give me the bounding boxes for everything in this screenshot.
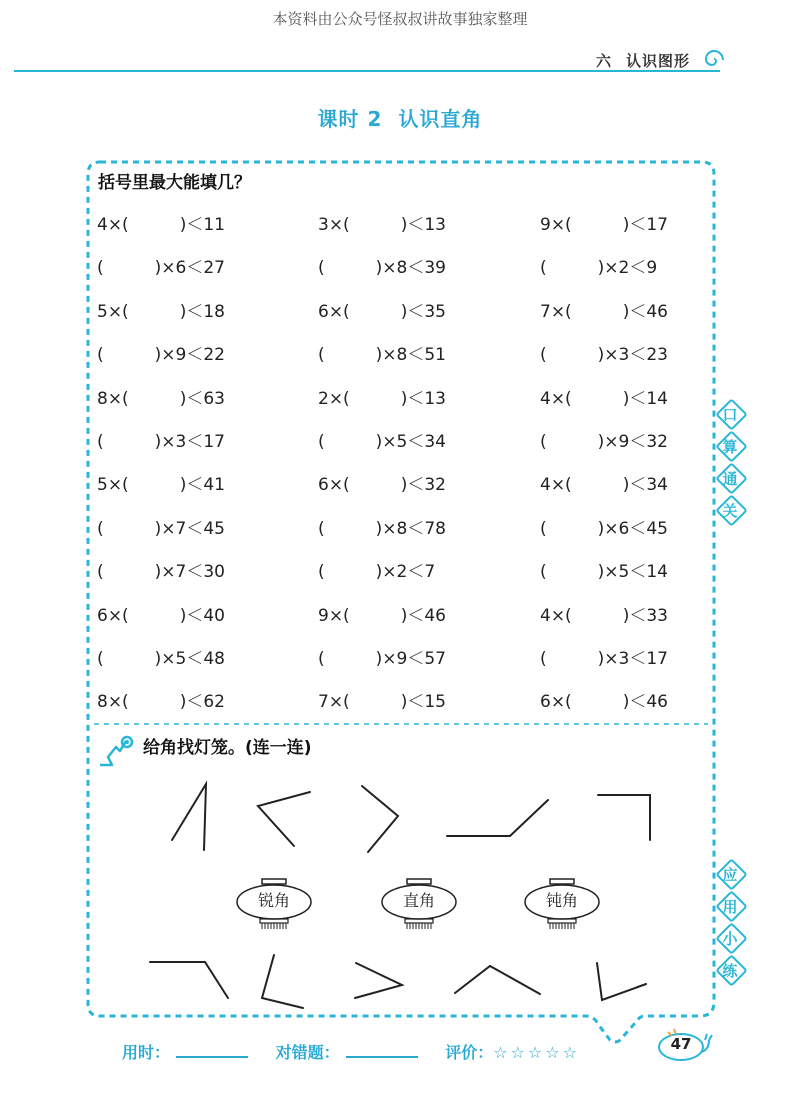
page-number-badge <box>660 1030 702 1060</box>
angle-top-4 <box>447 800 548 836</box>
angle-bottom-3 <box>355 963 402 998</box>
errors-blank[interactable] <box>346 1042 418 1058</box>
equation-item[interactable]: 6×( )＜40 <box>97 605 225 626</box>
equation-item[interactable]: 6×( )＜46 <box>540 692 668 713</box>
equation-item[interactable]: ( )×5＜34 <box>318 432 446 452</box>
rating-label: 评价： <box>445 1043 494 1062</box>
equation-item[interactable]: ( )×9＜32 <box>540 432 668 452</box>
equation-item[interactable]: 6×( )＜35 <box>318 301 446 322</box>
angle-top-5 <box>598 795 650 840</box>
angle-top-2 <box>258 792 310 846</box>
time-blank[interactable] <box>176 1042 248 1058</box>
side-tab-char: 关 <box>717 496 743 522</box>
footer-bar <box>122 1040 580 1063</box>
side-tab-char: 口 <box>717 400 743 426</box>
side-tab-char: 算 <box>717 432 743 458</box>
lesson-part: 课时 2 <box>317 107 383 131</box>
exercise1-prompt: 括号里最大能填几？ <box>98 173 251 193</box>
side-tab-char: 通 <box>717 464 743 490</box>
equation-item[interactable]: ( )×7＜45 <box>97 518 225 539</box>
time-label: 用时： <box>122 1043 171 1062</box>
equation-item[interactable]: ( )×7＜30 <box>97 562 225 583</box>
equation-item[interactable]: 5×( )＜18 <box>97 301 225 322</box>
lantern-obtuse[interactable] <box>522 878 602 930</box>
equation-item[interactable]: ( )×8＜39 <box>318 258 446 279</box>
rating-stars[interactable]: ☆☆☆☆☆ <box>493 1043 580 1062</box>
equation-item[interactable]: ( )×5＜14 <box>540 562 668 583</box>
equation-item[interactable]: 7×( )＜46 <box>540 301 668 322</box>
lantern-label: 钝角 <box>545 891 578 910</box>
angle-bottom-1 <box>150 962 228 998</box>
equation-item[interactable]: ( )×3＜23 <box>540 345 668 366</box>
chapter-number: 六 <box>596 52 613 70</box>
side-tab-char: 用 <box>717 892 743 918</box>
angle-bottom-4 <box>455 966 540 994</box>
equation-item[interactable]: ( )×2＜9 <box>540 258 658 279</box>
exercise2-prompt: 给角找灯笼。(连一连) <box>143 738 312 758</box>
equation-item[interactable]: ( )×9＜57 <box>318 649 446 669</box>
equation-item[interactable]: 5×( )＜41 <box>97 475 225 496</box>
equation-item[interactable]: 8×( )＜62 <box>97 692 225 713</box>
angle-bottom-5 <box>597 963 646 1000</box>
side-tab-char: 应 <box>717 860 743 886</box>
equation-item[interactable]: ( )×8＜78 <box>318 518 446 539</box>
equation-item[interactable]: 4×( )＜33 <box>540 605 668 626</box>
equation-item[interactable]: 9×( )＜17 <box>540 215 668 235</box>
angle-bottom-2 <box>262 955 303 1008</box>
equation-item[interactable]: ( )×6＜45 <box>540 518 668 539</box>
side-tab-char: 小 <box>717 924 743 950</box>
equation-item[interactable]: ( )×3＜17 <box>540 649 668 669</box>
equation-item[interactable]: ( )×2＜7 <box>318 562 436 583</box>
equation-item[interactable]: ( )×6＜27 <box>97 258 225 279</box>
equation-item[interactable]: ( )×5＜48 <box>97 649 225 669</box>
lantern-label: 直角 <box>402 891 435 910</box>
watermark-text: 本资料由公众号怪叔叔讲故事独家整理 <box>272 10 528 28</box>
equation-item[interactable]: 6×( )＜32 <box>318 475 446 496</box>
equation-item[interactable]: 4×( )＜14 <box>540 388 668 409</box>
equation-item[interactable]: 8×( )＜63 <box>97 388 225 409</box>
equation-item[interactable]: 3×( )＜13 <box>318 215 446 235</box>
equation-item[interactable]: ( )×9＜22 <box>97 345 225 366</box>
page-number: 47 <box>670 1035 692 1053</box>
lantern-right[interactable] <box>379 878 459 930</box>
equation-item[interactable]: 4×( )＜11 <box>97 215 225 235</box>
equation-item[interactable]: 7×( )＜15 <box>318 692 446 713</box>
angle-top-1 <box>172 784 206 850</box>
equation-item[interactable]: ( )×8＜51 <box>318 345 446 366</box>
lantern-acute[interactable] <box>234 878 314 930</box>
side-tab-char: 练 <box>717 956 743 982</box>
lesson-name: 认识直角 <box>398 107 483 131</box>
equation-item[interactable]: ( )×3＜17 <box>97 432 225 452</box>
equation-item[interactable]: 4×( )＜34 <box>540 475 668 496</box>
equation-item[interactable]: 2×( )＜13 <box>318 388 446 409</box>
lantern-label: 锐角 <box>257 891 290 910</box>
errors-label: 对错题： <box>275 1043 340 1062</box>
angle-top-3 <box>362 786 398 852</box>
chapter-title: 认识图形 <box>626 52 691 70</box>
equation-item[interactable]: 9×( )＜46 <box>318 605 446 626</box>
